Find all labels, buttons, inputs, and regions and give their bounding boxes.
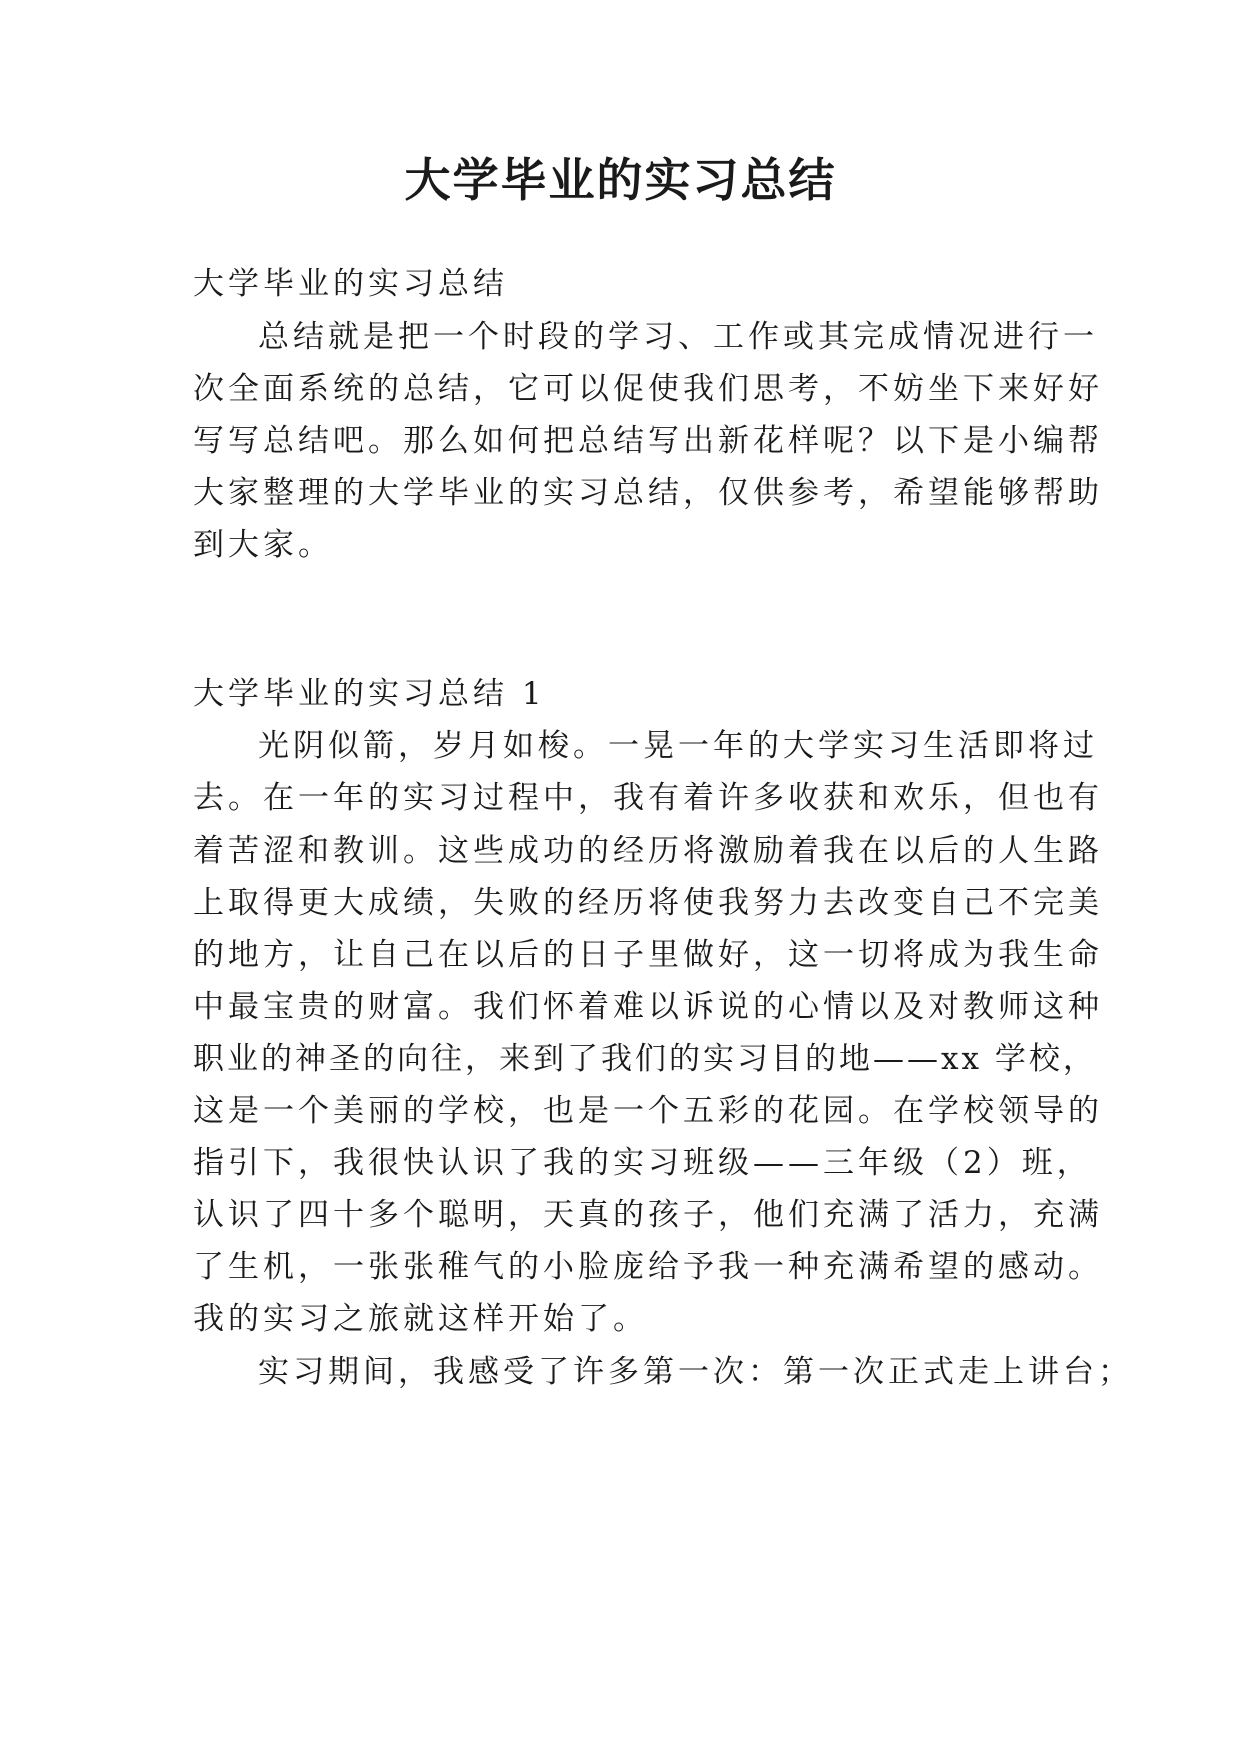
section1-line: 了生机，一张张稚气的小脸庞给予我一种充满希望的感动。 <box>193 1249 1103 1285</box>
intro-line: 次全面系统的总结，它可以促使我们思考，不妨坐下来好好 <box>193 371 1103 407</box>
section1-line: 着苦涩和教训。这些成功的经历将激励着我在以后的人生路 <box>193 833 1103 869</box>
intro-line: 到大家。 <box>193 527 333 563</box>
intro-line: 大家整理的大学毕业的实习总结，仅供参考，希望能够帮助 <box>193 475 1103 511</box>
section1-line: 我的实习之旅就这样开始了。 <box>193 1301 648 1337</box>
section1-line: 实习期间，我感受了许多第一次：第一次正式走上讲台； <box>258 1354 1133 1390</box>
section1-line: 认识了四十多个聪明，天真的孩子，他们充满了活力，充满 <box>193 1197 1103 1233</box>
section1-line: 这是一个美丽的学校，也是一个五彩的花园。在学校领导的 <box>193 1093 1103 1129</box>
section1-line: 去。在一年的实习过程中，我有着许多收获和欢乐，但也有 <box>193 780 1103 816</box>
section1-line: 光阴似箭，岁月如梭。一晃一年的大学实习生活即将过 <box>258 728 1098 764</box>
document-title: 大学毕业的实习总结 <box>404 153 837 207</box>
section1-line: 指引下，我很快认识了我的实习班级——三年级（2）班， <box>193 1145 1092 1181</box>
section1-heading: 大学毕业的实习总结 1 <box>193 676 546 712</box>
intro-heading: 大学毕业的实习总结 <box>193 266 508 302</box>
section1-line: 中最宝贵的财富。我们怀着难以诉说的心情以及对教师这种 <box>193 989 1103 1025</box>
intro-line: 写写总结吧。那么如何把总结写出新花样呢？以下是小编帮 <box>193 423 1103 459</box>
intro-line: 总结就是把一个时段的学习、工作或其完成情况进行一 <box>258 319 1098 355</box>
section1-line: 上取得更大成绩，失败的经历将使我努力去改变自己不完美 <box>193 885 1103 921</box>
section1-line: 的地方，让自己在以后的日子里做好，这一切将成为我生命 <box>193 937 1103 973</box>
section1-line: 职业的神圣的向往，来到了我们的实习目的地——xx 学校， <box>193 1041 1097 1077</box>
